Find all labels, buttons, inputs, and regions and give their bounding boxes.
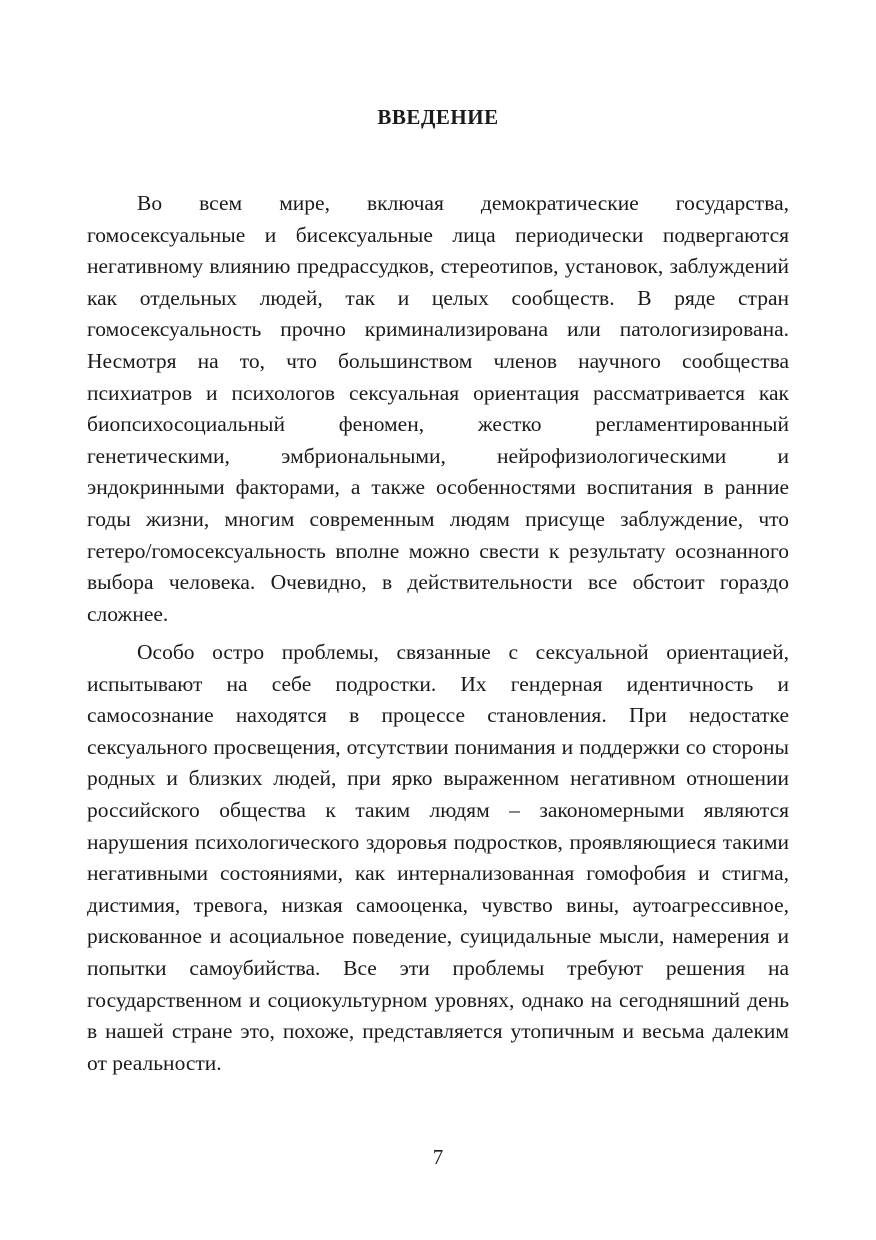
section-heading: ВВЕДЕНИЕ — [377, 105, 499, 129]
paragraph-1-block — [87, 188, 789, 630]
page-number: 7 — [432, 1145, 444, 1169]
paragraph: Особо остро проблемы, связанные с сексуальной ориентацией, испытывают на себе подростки. Их гендерная идентичность и самосознание находятся в процессе становления. При недостатке сексуального просвещения, отсутствии понимания и поддержки со стороны родных и близких людей, при ярко выраженном негативном отношении российского общества к таким людям – закономерными являются нарушения психологического здоровья подростков, проявляющиеся такими негативными состояниями, как интернализованная гомофобия и стигма, дистимия, тревога, низкая самооценка, чувство вины, аутоагрессивное, рискованное и асоциальное поведение, суицидальные мысли, намерения и попытки самоубийства. Все эти проблемы требуют решения на государственном и социокультурном уровнях, однако на сегодняшний день в нашей стране это, похоже, представляется утопичным и весьма далеким от реальности. — [87, 640, 789, 1075]
paragraph-2-block — [87, 637, 789, 1079]
paragraph: Во всем мире, включая демократические государства, гомосексуальные и бисексуальные лица периодически подвергаются негативному влиянию предрассудков, стереотипов, установок, заблуждений как отдельных людей, так и целых сообществ. В ряде стран гомосексуальность прочно криминализирована или патологизирована. Несмотря на то, что большинством членов научного сообщества психиатров и психологов сексуальная ориентация рассматривается как биопсихосоциальный феномен, жестко регламентированный генетическими, эмбриональными, нейрофизиологическими и эндокринными факторами, а также особенностями воспитания в ранние годы жизни, многим современным людям присуще заблуждение, что гетеро/гомосексуальность вполне можно свести к результату осознанного выбора человека. Очевидно, в действительности все обстоит гораздо сложнее. — [87, 191, 789, 626]
